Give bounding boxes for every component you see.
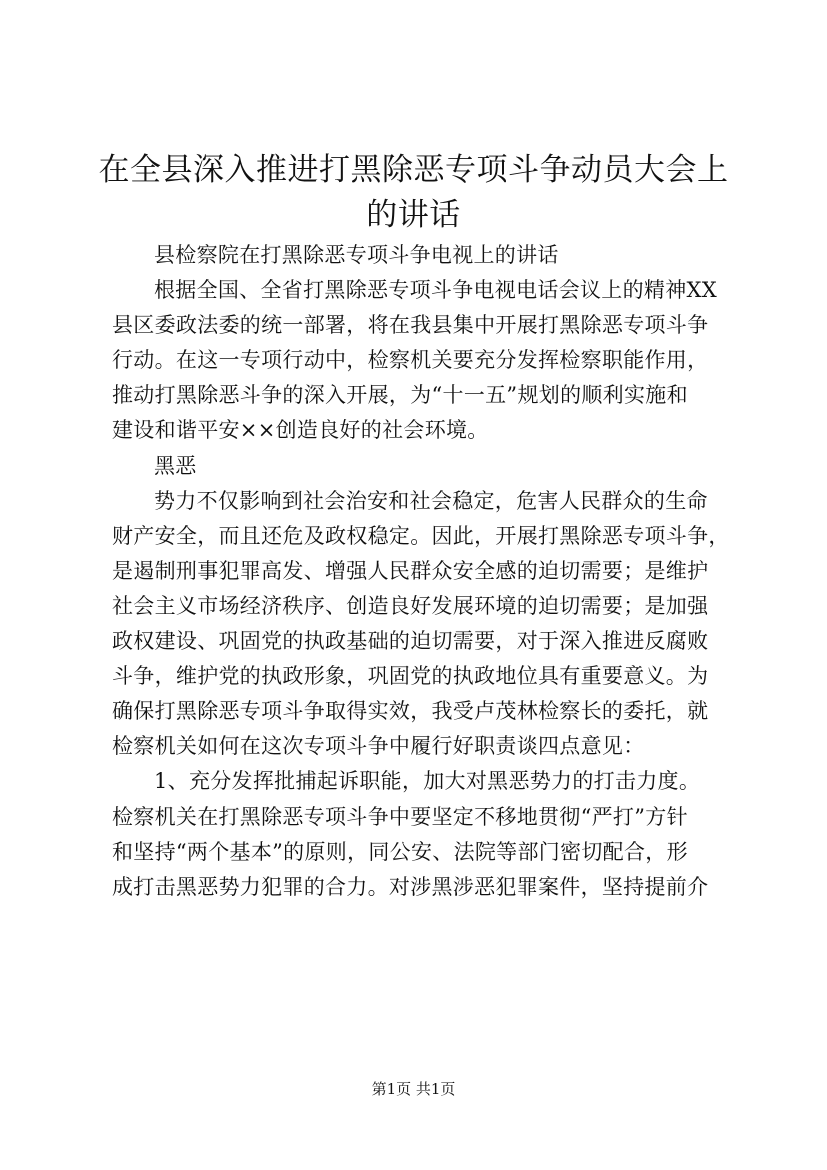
document-body: [112, 238, 728, 905]
paragraph-line: 势力不仅影响到社会治安和社会稳定，危害人民群众的生命: [154, 488, 708, 513]
paragraph-line: 推动打黑除恶斗争的深入开展，为“十一五”规划的顺利实施和: [112, 383, 688, 408]
title-line: 在全县深入推进打黑除恶专项斗争动员大会上: [98, 152, 729, 188]
paragraph-line: 行动。在这一专项行动中，检察机关要充分发挥检察职能作用，: [112, 348, 709, 373]
subtitle-line: 县检察院在打黑除恶专项斗争电视上的讲话: [154, 243, 559, 267]
paragraph-line: 县区委政法委的统一部署，将在我县集中开展打黑除恶专项斗争: [112, 313, 709, 338]
paragraph-line: 根据全国、全省打黑除恶专项斗争电视电话会议上的精神XX: [154, 278, 717, 303]
section-heading: 黑恶: [154, 453, 197, 478]
page-footer: 第1页 共1页: [371, 1080, 456, 1098]
document-title: [90, 148, 737, 238]
numbered-paragraph-line: 1、充分发挥批捕起诉职能，加大对黑恶势力的打击力度。: [154, 769, 701, 794]
paragraph-line: 财产安全，而且还危及政权稳定。因此，开展打黑除恶专项斗争，: [112, 523, 730, 548]
paragraph-line: 确保打黑除恶专项斗争取得实效，我受卢茂林检察长的委托，就: [112, 699, 709, 724]
paragraph-line: 社会主义市场经济秩序、创造良好发展环境的迫切需要；是加强: [112, 593, 709, 618]
paragraph-line: 是遏制刑事犯罪高发、增强人民群众安全感的迫切需要；是维护: [112, 558, 709, 583]
title-line: 的讲话: [366, 197, 461, 233]
paragraph-line: 和坚持“两个基本”的原则，同公安、法院等部门密切配合，形: [112, 839, 688, 864]
paragraph-line: 斗争，维护党的执政形象，巩固党的执政地位具有重要意义。为: [112, 664, 709, 689]
paragraph-line: 政权建设、巩固党的执政基础的迫切需要，对于深入推进反腐败: [112, 629, 709, 654]
paragraph-line: 检察机关如何在这次专项斗争中履行好职责谈四点意见：: [112, 734, 645, 759]
paragraph-line: 检察机关在打黑除恶专项斗争中要坚定不移地贯彻“严打”方针: [112, 804, 688, 829]
paragraph-line: 建设和谐平安××创造良好的社会环境。: [112, 418, 489, 443]
paragraph-line: 成打击黑恶势力犯罪的合力。对涉黑涉恶犯罪案件，坚持提前介: [112, 874, 709, 899]
